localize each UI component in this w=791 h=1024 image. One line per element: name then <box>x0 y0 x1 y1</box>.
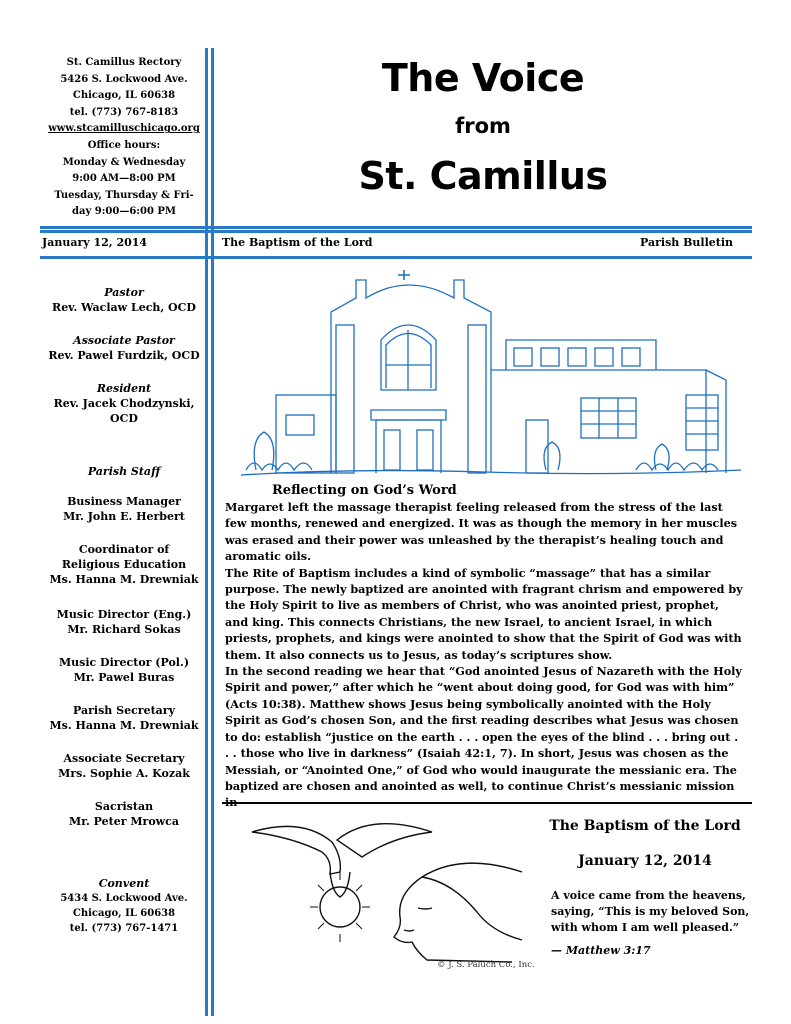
rectory-street: 5426 S. Lockwood Ave. <box>60 73 188 85</box>
staff-title: Music Director (Eng.) <box>56 608 192 621</box>
staff-title: Parish Secretary <box>73 704 175 717</box>
article-paragraph: In the second reading we hear that “God anointed Jesus of Nazareth with the Holy Spirit and power,” after which he “went about doing good, for God was with him” (Acts 10:38). Matthew shows Jesus being symbolically anointed with the Holy Spirit as God’s chosen Son, and the first reading describes what Jesus was chosen to do: establish “justice on the earth . . . open the eyes of the blind . . . bring out . . . those who live in darkness” (Isaiah 42:1, 7). In short, Jesus was chosen as the Messiah, or “Anointed One,” of God who would inaugurate the messianic era. The baptized are chosen and anointed as well, to continue Christ’s messianic mission <box>225 664 742 793</box>
bulletin-label: Parish Bulletin <box>640 236 734 249</box>
staff-member <box>40 751 208 781</box>
office-hours-line3: Tuesday, Thursday & Fri- <box>54 189 194 201</box>
convent-phone: tel. (773) 767-1471 <box>69 923 179 934</box>
staff-member <box>40 799 208 829</box>
office-hours-line4: day 9:00—6:00 PM <box>72 206 176 218</box>
masthead-title: The Voice <box>381 56 585 100</box>
baptism-illustration <box>222 812 532 972</box>
staff-member <box>40 607 208 637</box>
staff-member <box>40 542 208 587</box>
staff-name: Mr. Pawel Buras <box>73 671 175 684</box>
resident-name: Rev. Jacek Chodzynski, <box>53 397 195 410</box>
clergy-list <box>40 285 208 444</box>
masthead-parish: St. Camillus <box>358 154 608 198</box>
staff-member <box>40 494 208 524</box>
pastor-name: Rev. Waclaw Lech, OCD <box>52 301 196 314</box>
bulletin-date: January 12, 2014 <box>42 236 148 249</box>
feature-top-rule <box>222 802 752 804</box>
article-paragraph: The Rite of Baptism includes a kind of symbolic “massage” that has a similar purpose. The newly baptized are anointed with fragrant chrism and empowered by the Holy Spirit to live as members of Christ, who was anointed priest, prophet, and king. This connects Christians, the new Israel, to ancient Israel, in which priests, prophets, and kings were anointed to show that the Spirit of God was with them. It also connects us to Jesus, as today’s scriptures show. <box>225 565 743 662</box>
scripture-quote: A voice came from the heavens, saying, “This is my beloved Son, with whom I am well pleased.” <box>551 889 750 934</box>
rectory-address <box>40 55 208 221</box>
convent-street: 5434 S. Lockwood Ave. <box>60 893 188 904</box>
staff-name: Mrs. Sophie A. Kozak <box>58 767 190 780</box>
feature-title: The Baptism of the Lord <box>549 818 741 834</box>
staff-name: Ms. Hanna M. Drewniak <box>49 719 199 732</box>
office-hours-label: Office hours: <box>87 139 161 151</box>
resident-role: Resident <box>96 382 152 395</box>
rectory-city: Chicago, IL 60638 <box>72 90 176 102</box>
website-link[interactable]: www.stcamilluschicago.org <box>48 123 200 135</box>
church-illustration <box>236 270 746 500</box>
staff-member <box>40 703 208 733</box>
convent-role: Convent <box>98 877 150 890</box>
convent-city: Chicago, IL 60638 <box>72 908 176 919</box>
staff-member <box>40 655 208 685</box>
header-rule-bottom <box>40 230 752 233</box>
left-vertical-rule-inner <box>211 48 214 1016</box>
staff-name: Ms. Hanna M. Drewniak <box>49 573 199 586</box>
feature-date: January 12, 2014 <box>578 853 712 869</box>
resident-name-suffix: OCD <box>110 412 138 425</box>
article-heading: Reflecting on God’s Word <box>272 483 457 498</box>
staff-list <box>40 494 208 847</box>
masthead-from: from <box>455 114 511 138</box>
staff-title: Associate Secretary <box>63 752 185 765</box>
staff-name: Mr. Peter Mrowca <box>69 815 179 828</box>
rectory-phone: tel. (773) 767-8183 <box>69 106 179 118</box>
rectory-name: St. Camillus Rectory <box>66 57 182 68</box>
datebar-rule <box>40 256 752 259</box>
article-body <box>225 499 745 811</box>
staff-name: Mr. John E. Herbert <box>63 510 185 523</box>
office-hours-line1: Monday & Wednesday <box>62 156 186 168</box>
pastor-role: Pastor <box>104 286 144 299</box>
scripture-citation: — Matthew 3:17 <box>551 944 651 957</box>
header-rule-top <box>40 226 752 229</box>
parish-staff-heading: Parish Staff <box>87 465 161 478</box>
assoc-pastor-role: Associate Pastor <box>73 334 175 347</box>
staff-title: Business Manager <box>67 495 181 508</box>
convent-block <box>40 876 208 936</box>
assoc-pastor-name: Rev. Pawel Furdzik, OCD <box>48 349 200 362</box>
copyright-credit: © J. S. Paluch Co., Inc. <box>437 960 535 970</box>
office-hours-line2: 9:00 AM—8:00 PM <box>72 173 176 185</box>
staff-title: Coordinator of Religious Education <box>61 543 187 571</box>
staff-title: Music Director (Pol.) <box>58 656 190 669</box>
bulletin-occasion: The Baptism of the Lord <box>222 236 373 249</box>
staff-name: Mr. Richard Sokas <box>67 623 181 636</box>
staff-title: Sacristan <box>94 800 154 813</box>
article-paragraph: Margaret left the massage therapist feeling released from the stress of the last few months, renewed and energized. It was as though the memory in her muscles was erased and their power was unleashed by the therapist’s healing touch and aromatic oils. <box>225 500 738 564</box>
